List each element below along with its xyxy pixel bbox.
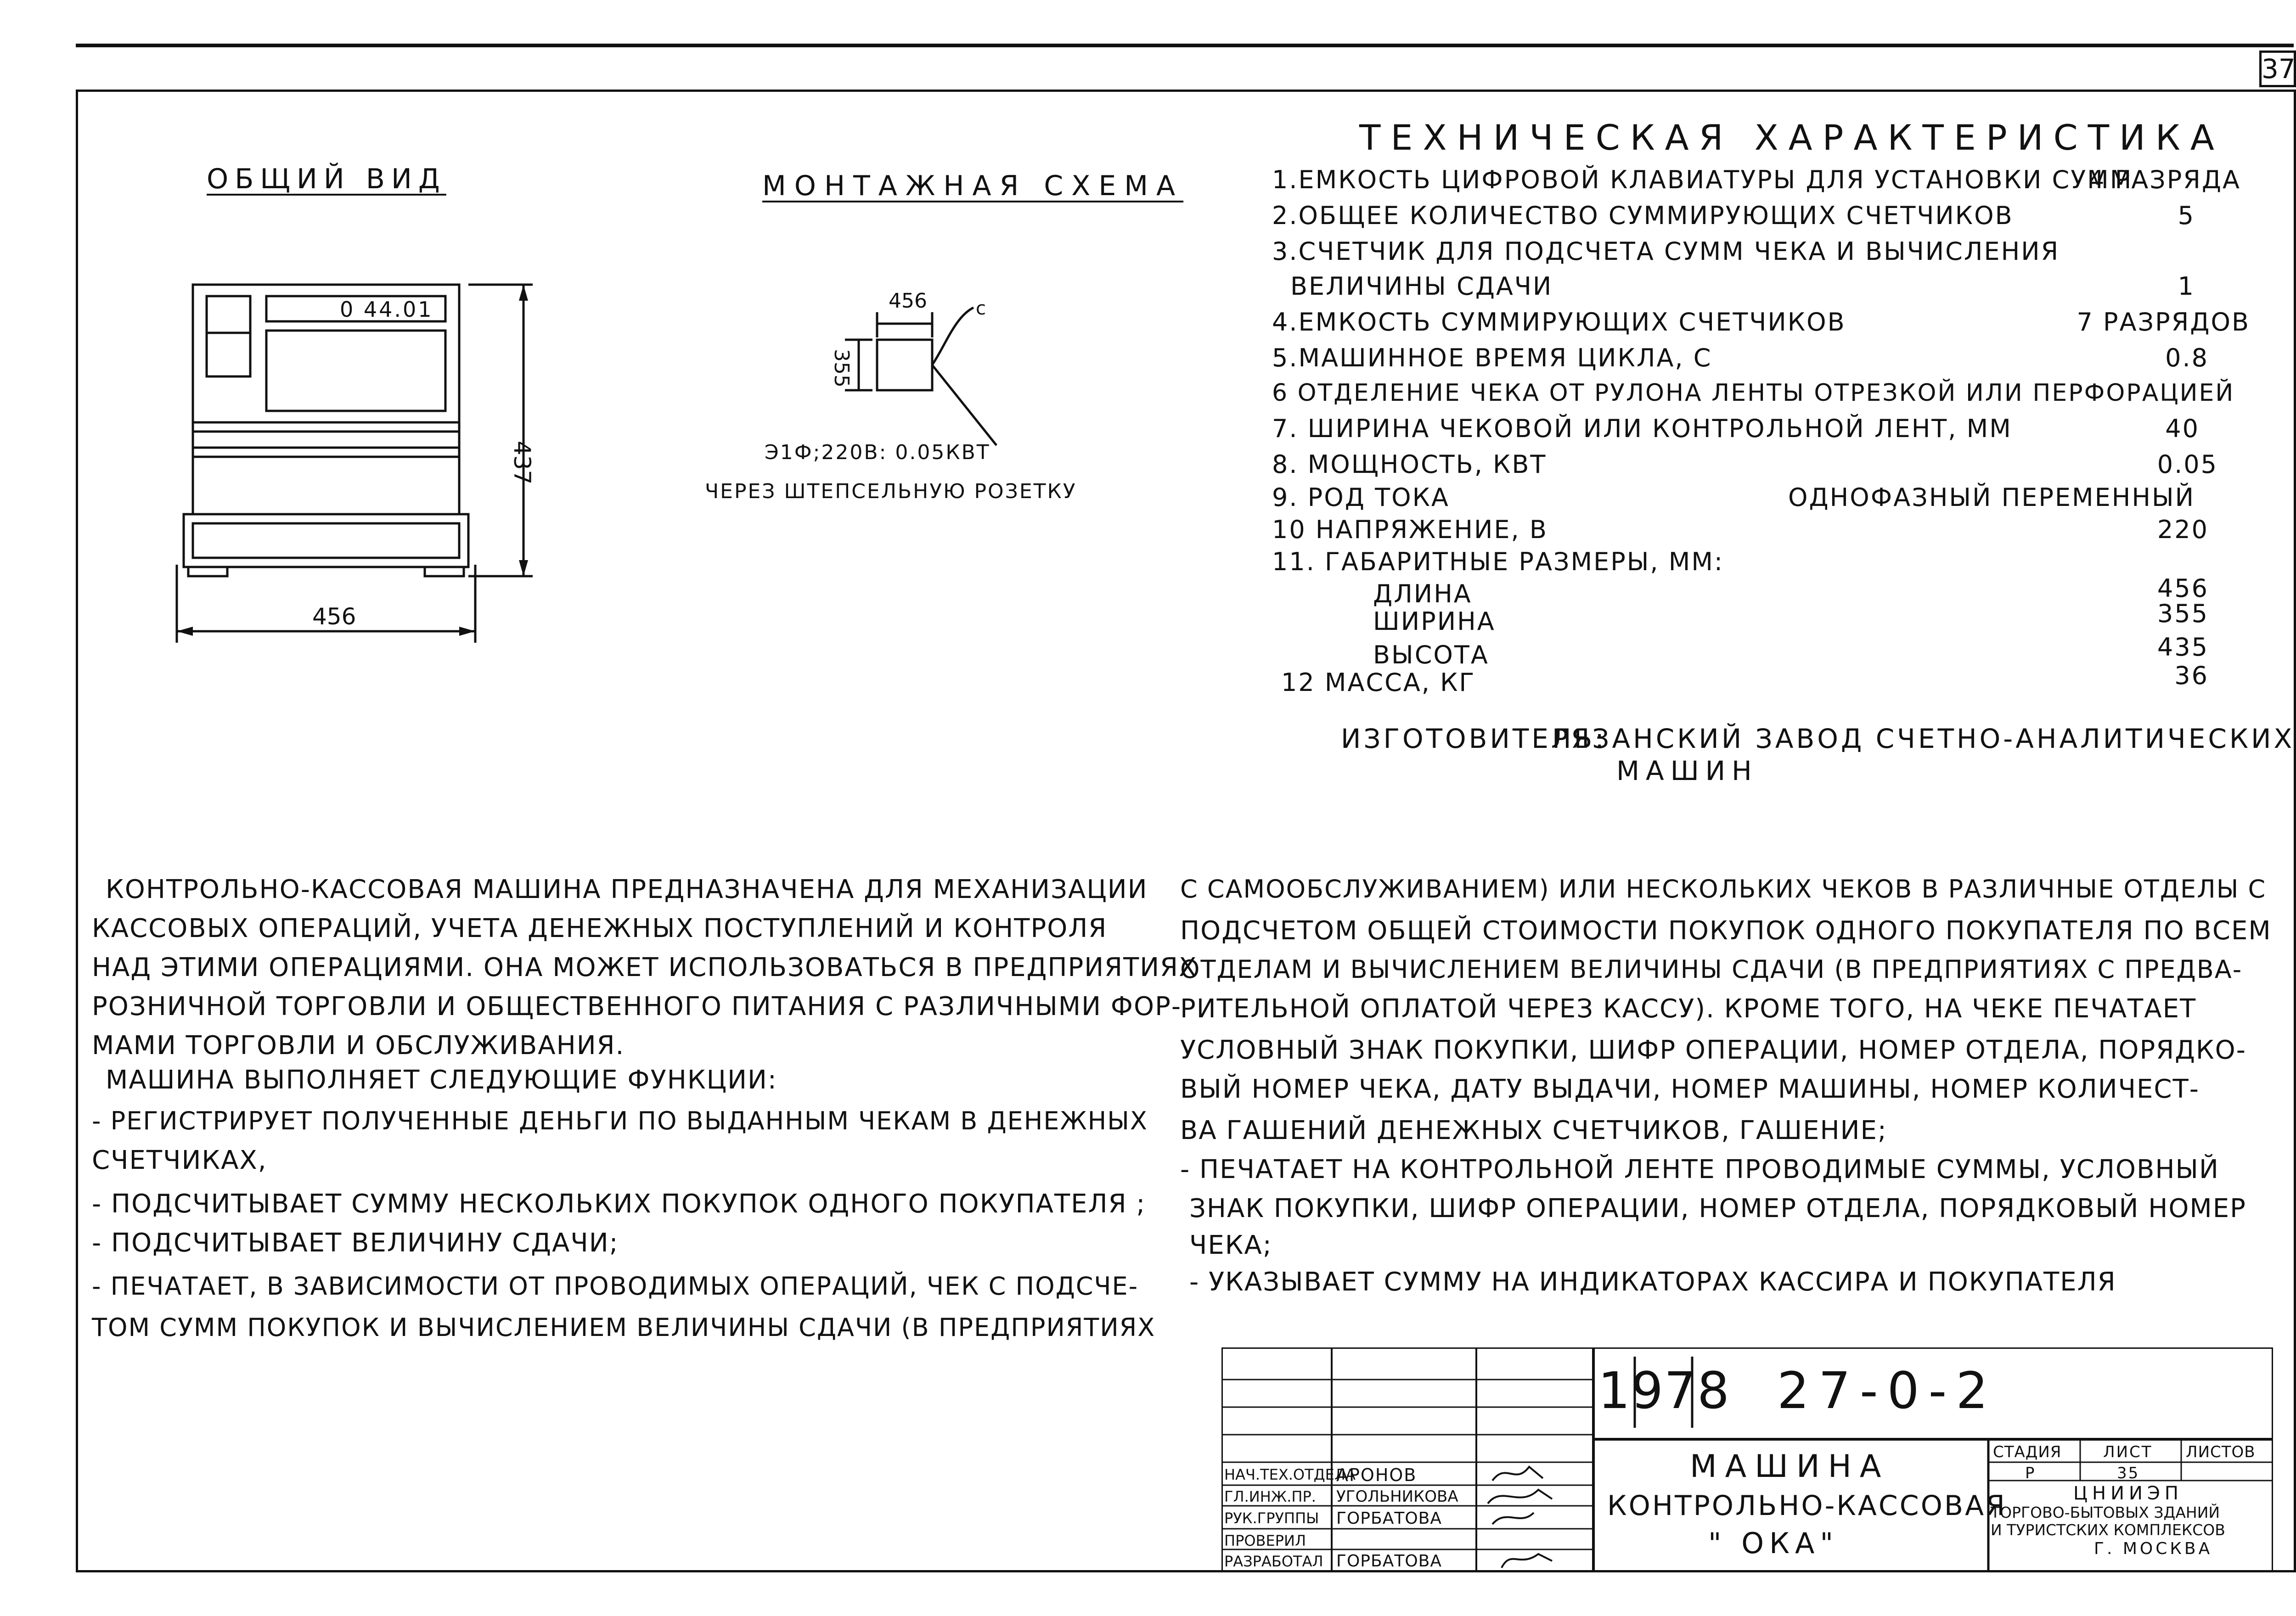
spec-item-value: 40 xyxy=(2165,414,2200,443)
description-line: - ПЕЧАТАЕТ НА КОНТРОЛЬНОЙ ЛЕНТЕ ПРОВОДИМЫЕ СУММЫ, УСЛОВНЫЙ xyxy=(1180,1155,2219,1184)
unit-outline xyxy=(877,340,932,390)
mount-width-dim: 456 xyxy=(889,289,927,313)
spec-item-value: 5 xyxy=(2178,201,2195,230)
top-border-line xyxy=(76,44,2294,47)
description-line: - ПОДСЧИТЫВАЕТ СУММУ НЕСКОЛЬКИХ ПОКУПОК ОДНОГО ПОКУПАТЕЛЯ ; xyxy=(92,1189,1146,1219)
socket-note: ЧЕРЕЗ ШТЕПСЕЛЬНУЮ РОЗЕТКУ xyxy=(705,480,1077,503)
spec-item-text: 2.ОБЩЕЕ КОЛИЧЕСТВО СУММИРУЮЩИХ СЧЕТЧИКОВ xyxy=(1272,201,2014,230)
spec-item-text: 3.СЧЕТЧИК ДЛЯ ПОДСЧЕТА СУММ ЧЕКА И ВЫЧИСЛЕНИЯ xyxy=(1272,237,2060,266)
cash-drawer-base xyxy=(184,514,468,567)
spec-item-value: 0.05 xyxy=(2157,450,2218,479)
role: РУК.ГРУППЫ xyxy=(1224,1509,1319,1527)
description-line: СЧЕТЧИКАХ, xyxy=(92,1145,267,1175)
description-line: РОЗНИЧНОЙ ТОРГОВЛИ И ОБЩЕСТВЕННОГО ПИТАНИЯ С РАЗЛИЧНЫМИ ФОР- xyxy=(92,992,1182,1021)
manufacturer-label: ИЗГОТОВИТЕЛЬ: xyxy=(1341,723,1607,754)
manufacturer-line1: РЯЗАНСКИЙ ЗАВОД СЧЕТНО-АНАЛИТИЧЕСКИХ xyxy=(1552,723,2295,754)
mounting-scheme-drawing xyxy=(799,275,1075,450)
description-line: МАМИ ТОРГОВЛИ И ОБСЛУЖИВАНИЯ. xyxy=(92,1031,625,1060)
description-line: ТОМ СУММ ПОКУПОК И ВЫЧИСЛЕНИЕМ ВЕЛИЧИНЫ СДАЧИ (В ПРЕДПРИЯТИЯХ xyxy=(92,1313,1156,1342)
frame-top-line xyxy=(76,90,2294,92)
description-line: - ПЕЧАТАЕТ, В ЗАВИСИМОСТИ ОТ ПРОВОДИМЫХ ОПЕРАЦИЙ, ЧЕК С ПОДСЧЕ- xyxy=(92,1272,1139,1301)
frame-left-line xyxy=(76,90,78,1572)
spec-item-value: 355 xyxy=(2157,599,2209,628)
stage-header: СТАДИЯ xyxy=(1993,1443,2062,1461)
drawing-code: 27-0-2 xyxy=(1777,1361,1998,1420)
sheets-header: ЛИСТОВ xyxy=(2186,1443,2256,1461)
person-name: ГОРБАТОВА xyxy=(1336,1552,1442,1571)
spec-item-text: ДЛИНА xyxy=(1373,579,1472,608)
spec-title: ТЕХНИЧЕСКАЯ ХАРАКТЕРИСТИКА xyxy=(1359,117,2224,158)
general-view-drawing xyxy=(165,266,579,656)
page-number: 37 xyxy=(2259,50,2296,87)
mount-height-dim: 355 xyxy=(830,349,853,387)
description-line: ЗНАК ПОКУПКИ, ШИФР ОПЕРАЦИИ, НОМЕР ОТДЕЛА, ПОРЯДКОВЫЙ НОМЕР xyxy=(1189,1194,2246,1223)
description-line: ОТДЕЛАМ И ВЫЧИСЛЕНИЕМ ВЕЛИЧИНЫ СДАЧИ (В ПРЕДПРИЯТИЯХ С ПРЕДВА- xyxy=(1180,955,2243,984)
body-panel-key xyxy=(207,333,250,376)
stage-value: Р xyxy=(2025,1464,2036,1482)
spec-item-text: 4.ЕМКОСТЬ СУММИРУЮЩИХ СЧЕТЧИКОВ xyxy=(1272,308,1846,337)
org-line-3: И ТУРИСТСКИХ КОМПЛЕКСОВ xyxy=(1991,1521,2225,1539)
spec-item-value: ОДНОФАЗНЫЙ ПЕРЕМЕННЫЙ xyxy=(1788,483,2195,512)
org-line-4: Г. МОСКВА xyxy=(2094,1539,2213,1558)
description-line: НАД ЭТИМИ ОПЕРАЦИЯМИ. ОНА МОЖЕТ ИСПОЛЬЗОВАТЬСЯ В ПРЕДПРИЯТИЯХ xyxy=(92,953,1198,982)
power-cord xyxy=(932,308,974,365)
general-width-dim: 456 xyxy=(312,603,356,630)
spec-item-text: 5.МАШИННОЕ ВРЕМЯ ЦИКЛА, С xyxy=(1272,343,1712,372)
spec-item-value: 456 xyxy=(2157,574,2209,603)
spec-item-text: 12 МАССА, КГ xyxy=(1281,668,1476,697)
spec-item-value: 0.8 xyxy=(2165,343,2209,372)
product-name-2: КОНТРОЛЬНО-КАССОВАЯ xyxy=(1607,1490,2007,1522)
spec-item-value: 1 xyxy=(2178,272,2195,301)
keyboard-area xyxy=(266,331,445,411)
role: ПРОВЕРИЛ xyxy=(1224,1532,1306,1549)
description-line: УСЛОВНЫЙ ЗНАК ПОКУПКИ, ШИФР ОПЕРАЦИИ, НОМЕР ОТДЕЛА, ПОРЯДКО- xyxy=(1180,1035,2246,1065)
description-line: ЧЕКА; xyxy=(1189,1230,1272,1260)
description-line: ВЫЙ НОМЕР ЧЕКА, ДАТУ ВЫДАЧИ, НОМЕР МАШИНЫ, НОМЕР КОЛИЧЕСТ- xyxy=(1180,1074,2200,1104)
spec-item-value: 7 РАЗРЯДОВ xyxy=(2077,308,2250,337)
description-line: - РЕГИСТРИРУЕТ ПОЛУЧЕННЫЕ ДЕНЬГИ ПО ВЫДАННЫМ ЧЕКАМ В ДЕНЕЖНЫХ xyxy=(92,1106,1148,1135)
spec-item-text: 7. ШИРИНА ЧЕКОВОЙ ИЛИ КОНТРОЛЬНОЙ ЛЕНТ, ММ xyxy=(1272,414,2012,443)
signatures xyxy=(1488,1467,1552,1568)
spec-item-text: ВЕЛИЧИНЫ СДАЧИ xyxy=(1290,272,1553,301)
description-line: КАССОВЫХ ОПЕРАЦИЙ, УЧЕТА ДЕНЕЖНЫХ ПОСТУПЛЕНИЙ И КОНТРОЛЯ xyxy=(92,914,1108,943)
sheet-value: 35 xyxy=(2117,1464,2140,1482)
role: ГЛ.ИНЖ.ПР. xyxy=(1224,1488,1316,1505)
role: РАЗРАБОТАЛ xyxy=(1224,1553,1323,1570)
spec-item-text: 6 ОТДЕЛЕНИЕ ЧЕКА ОТ РУЛОНА ЛЕНТЫ ОТРЕЗКОЙ ИЛИ ПЕРФОРАЦИЕЙ xyxy=(1272,379,2235,407)
description-line: ПОДСЧЕТОМ ОБЩЕЙ СТОИМОСТИ ПОКУПОК ОДНОГО ПОКУПАТЕЛЯ ПО ВСЕМ xyxy=(1180,916,2272,946)
frame-right-line xyxy=(2294,90,2296,1572)
person-name: УГОЛЬНИКОВА xyxy=(1336,1487,1458,1506)
product-name-1: МАШИНА xyxy=(1690,1448,1890,1485)
general-height-dim: 437 xyxy=(509,441,535,485)
spec-item-text: 11. ГАБАРИТНЫЕ РАЗМЕРЫ, ММ: xyxy=(1272,547,1724,576)
spec-item-value: 36 xyxy=(2174,661,2209,690)
mounting-scheme-title: МОНТАЖНАЯ СХЕМА xyxy=(762,170,1184,202)
org-line-1: ЦНИИЭП xyxy=(2073,1483,2183,1504)
spec-item-text: ШИРИНА xyxy=(1373,607,1496,636)
power-note: Э1Ф;220В: 0.05КВТ xyxy=(765,441,990,464)
spec-item-text: 8. МОЩНОСТЬ, КВТ xyxy=(1272,450,1547,479)
spec-item-text: 1.ЕМКОСТЬ ЦИФРОВОЙ КЛАВИАТУРЫ ДЛЯ УСТАНОВКИ СУММ xyxy=(1272,165,2133,194)
spec-item-value: 4 РАЗРЯДА xyxy=(2088,165,2241,194)
display-value: 0 44.01 xyxy=(340,297,433,322)
sheet-header: ЛИСТ xyxy=(2103,1443,2153,1461)
title-block xyxy=(1221,1347,2273,1572)
description-line: - ПОДСЧИТЫВАЕТ ВЕЛИЧИНУ СДАЧИ; xyxy=(92,1228,619,1258)
description-line: КОНТРОЛЬНО-КАССОВАЯ МАШИНА ПРЕДНАЗНАЧЕНА ДЛЯ МЕХАНИЗАЦИИ xyxy=(106,875,1148,904)
description-line: МАШИНА ВЫПОЛНЯЕТ СЛЕДУЮЩИЕ ФУНКЦИИ: xyxy=(106,1065,777,1095)
year: 1978 xyxy=(1598,1361,1730,1420)
spec-item-text: 9. РОД ТОКА xyxy=(1272,483,1450,512)
general-view-title: ОБЩИЙ ВИД xyxy=(207,163,446,195)
person-name: АРОНОВ xyxy=(1336,1465,1417,1485)
spec-item-value: 435 xyxy=(2157,633,2209,662)
product-name-3: " ОКА" xyxy=(1708,1526,1839,1560)
spec-item-value: 220 xyxy=(2157,515,2209,544)
plug-label: с xyxy=(976,298,986,319)
description-line: С САМООБСЛУЖИВАНИЕМ) ИЛИ НЕСКОЛЬКИХ ЧЕКОВ В РАЗЛИЧНЫЕ ОТДЕЛЫ С xyxy=(1180,875,2267,903)
org-line-2: ТОРГОВО-БЫТОВЫХ ЗДАНИЙ xyxy=(1991,1504,2220,1521)
description-line: РИТЕЛЬНОЙ ОПЛАТОЙ ЧЕРЕЗ КАССУ). КРОМЕ ТОГО, НА ЧЕКЕ ПЕЧАТАЕТ xyxy=(1180,994,2197,1024)
spec-item-text: 10 НАПРЯЖЕНИЕ, В xyxy=(1272,515,1548,544)
body-panel-small xyxy=(207,296,250,333)
role: НАЧ.ТЕХ.ОТДЕЛА xyxy=(1224,1466,1356,1483)
person-name: ГОРБАТОВА xyxy=(1336,1509,1442,1528)
manufacturer-line2: МАШИН xyxy=(1616,755,1758,786)
spec-item-text: ВЫСОТА xyxy=(1373,640,1489,669)
description-line: ВА ГАШЕНИЙ ДЕНЕЖНЫХ СЧЕТЧИКОВ, ГАШЕНИЕ; xyxy=(1180,1116,1887,1145)
description-line: - УКАЗЫВАЕТ СУММУ НА ИНДИКАТОРАХ КАССИРА И ПОКУПАТЕЛЯ xyxy=(1189,1267,2116,1297)
